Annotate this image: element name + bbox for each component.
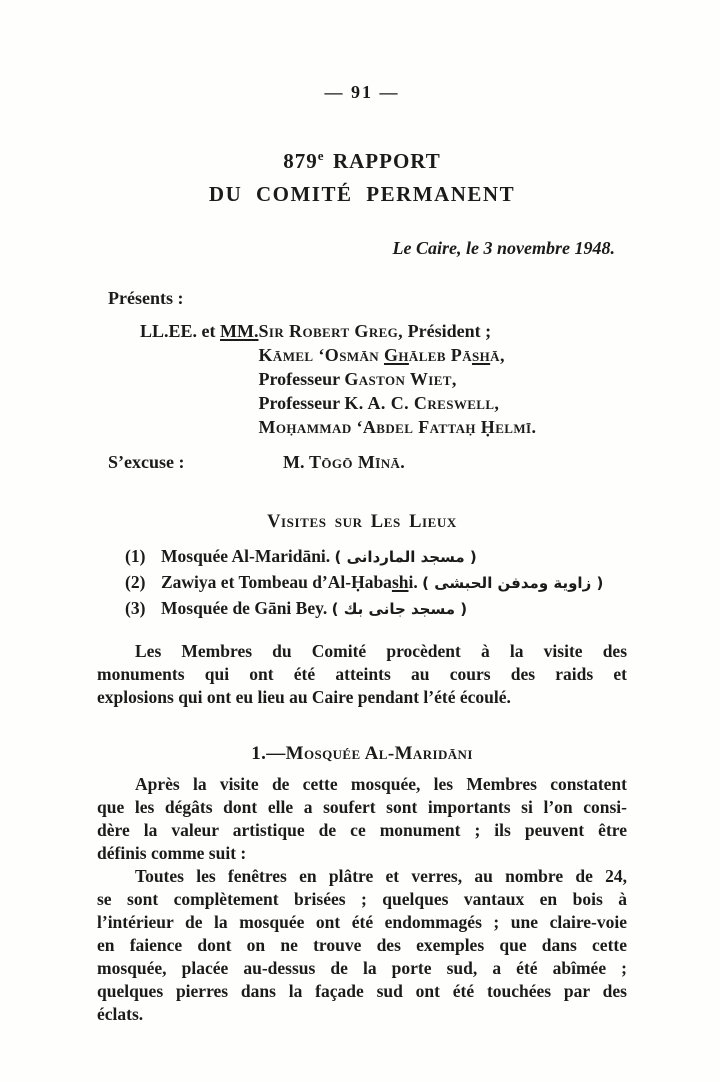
text-segment: Mosquée de Gāni Bey. xyxy=(161,598,332,618)
text-line: se sont complètement brisées ; quelques vantaux en bois à xyxy=(97,889,627,909)
text-line: dère la valeur artistique de ce monument ; ils peuvent être xyxy=(97,820,627,840)
visit-text xyxy=(161,596,467,622)
text-line: explosions qui ont eu lieu au Caire pendant l’été écoulé. xyxy=(97,687,511,707)
visits-heading: Visites sur Les Lieux xyxy=(267,512,457,532)
presents-label: Présents : xyxy=(108,288,184,308)
attendee-line xyxy=(259,415,628,439)
text-line: définis comme suit : xyxy=(97,843,247,863)
name-text: Gaston Wiet, xyxy=(344,369,457,389)
text-segment: Professeur xyxy=(258,393,345,413)
text-segment: Zawiya et Tombeau d’Al-Ḥaba xyxy=(161,572,392,592)
visit-text xyxy=(161,570,603,596)
underlined-text: sh xyxy=(391,572,409,592)
paragraph-1 xyxy=(97,773,627,865)
excused-name xyxy=(283,450,405,474)
text-line: monuments qui ont été atteints au cours des raids et xyxy=(97,664,627,684)
name-text: ā, xyxy=(490,345,505,365)
visit-item xyxy=(125,544,627,570)
text-line: éclats. xyxy=(97,1004,144,1024)
text-segment: Professeur xyxy=(258,369,345,389)
text-line: Après la visite de cette mosquée, les Membres constatent xyxy=(135,774,627,794)
text-segment: i. xyxy=(408,572,423,592)
underlined-text: sh xyxy=(472,345,491,365)
page-number: — 91 — xyxy=(324,82,400,102)
report-title xyxy=(97,148,627,174)
name-text: Kāmel ‘Osmān xyxy=(258,345,384,365)
visit-item xyxy=(125,570,627,596)
text-segment: Président ; xyxy=(403,321,492,341)
text-segment: LL.EE. et xyxy=(140,321,221,341)
attendee-line xyxy=(259,343,628,367)
visit-text xyxy=(161,544,477,570)
excuse-row xyxy=(97,450,627,474)
text-line: l’intérieur de la mosquée ont été endommagés ; une claire-voie xyxy=(97,912,627,932)
name-text: āleb Pā xyxy=(408,345,472,365)
name-text: Moḥammad ‘Abdel Fattaḥ Ḥelmī. xyxy=(258,417,537,437)
text-line: en faience dont on ne trouve des exemples que dans cette xyxy=(97,935,627,955)
attendees-list xyxy=(259,319,628,439)
name-text: K. A. C. Creswell, xyxy=(344,393,500,413)
excuse-label: S’excuse : xyxy=(108,452,185,472)
text-line: que les dégâts dont elle a soufert sont importants si l’on consi- xyxy=(97,797,627,817)
arabic-text: ( زاوية ومدفن الحبشى ) xyxy=(422,574,604,592)
text-segment: M. xyxy=(283,452,309,472)
report-ordinal: e xyxy=(317,148,325,163)
section-heading: 1.—Mosquée Al-Maridāni xyxy=(251,743,473,764)
attendees-block xyxy=(140,319,627,439)
visits-list xyxy=(125,544,627,622)
report-number: 879 xyxy=(283,149,318,173)
report-title-text: RAPPORT xyxy=(332,149,441,173)
report-subtitle: DU COMITÉ PERMANENT xyxy=(208,182,516,206)
paragraph-2 xyxy=(97,865,627,1026)
attendee-line xyxy=(259,367,628,391)
underlined-text: Gh xyxy=(383,345,409,365)
arabic-text: ( مسجد الماردانى ) xyxy=(334,548,477,566)
arabic-text: ( مسجد جانى بك ) xyxy=(331,600,468,618)
dateline: Le Caire, le 3 novembre 1948. xyxy=(392,238,615,258)
attendee-line xyxy=(259,319,628,343)
name-text: Sir Robert Greg, xyxy=(258,321,404,341)
text-line: Les Membres du Comité procèdent à la visite des xyxy=(135,641,627,661)
text-line: Toutes les fenêtres en plâtre et verres, au nombre de 24, xyxy=(135,866,627,886)
attendee-line xyxy=(259,391,628,415)
text-line: quelques pierres dans la façade sud ont été touchées par des xyxy=(97,981,627,1001)
visit-number: (2) xyxy=(125,572,146,592)
underlined-text: MM. xyxy=(220,321,259,341)
text-line: mosquée, placée au-dessus de la porte sud, a été abîmée ; xyxy=(97,958,627,978)
attendees-prefix xyxy=(140,319,259,439)
name-text: Tōgō Mīnā. xyxy=(309,452,406,472)
visit-number: (3) xyxy=(125,598,146,618)
paragraph-intro xyxy=(97,640,627,709)
text-segment: Mosquée Al-Maridāni. xyxy=(161,546,335,566)
visit-item xyxy=(125,596,627,622)
visit-number: (1) xyxy=(125,546,146,566)
